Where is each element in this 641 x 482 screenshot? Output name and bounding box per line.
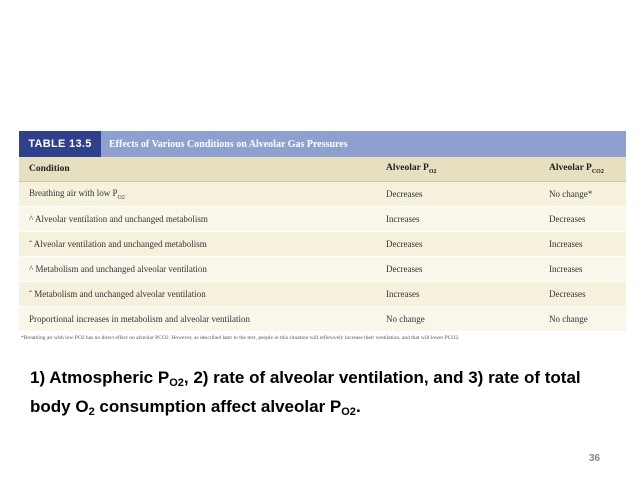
cell-condition: Proportional increases in metabolism and alveolar ventilation <box>19 307 376 332</box>
caption-sub-1: O2 <box>169 377 184 389</box>
table-row <box>19 207 626 232</box>
data-table <box>19 157 626 332</box>
page-number: 36 <box>589 453 601 464</box>
col-header-condition: Condition <box>19 157 376 182</box>
cell-condition: ˇ Alveolar ventilation and unchanged metabolism <box>19 232 376 257</box>
table-row <box>19 182 626 207</box>
col-header-po2-text: Alveolar P <box>386 163 429 174</box>
caption-sub-3: O2 <box>341 406 356 418</box>
cell-condition <box>19 182 376 207</box>
cell-po2: Increases <box>376 282 539 307</box>
table-row <box>19 282 626 307</box>
cell-pco2: Increases <box>539 257 626 282</box>
col-header-po2-sub: O2 <box>428 168 437 175</box>
cell-po2: Decreases <box>376 182 539 207</box>
caption-part-3: consumption affect alveolar P <box>94 397 342 416</box>
col-header-pco2 <box>539 157 626 182</box>
cell-po2: Decreases <box>376 257 539 282</box>
caption-part-1: 1) Atmospheric P <box>30 368 170 387</box>
col-header-pco2-text: Alveolar P <box>549 163 592 174</box>
cell-pco2: Decreases <box>539 282 626 307</box>
cell-condition: ^ Alveolar ventilation and unchanged metabolism <box>19 207 376 232</box>
caption-sub-2: 2 <box>88 406 95 418</box>
cell-condition: ˇ Metabolism and unchanged alveolar ventilation <box>19 282 376 307</box>
table-footnote: *Breathing air with low PO2 has no direct effect on alveolar PCO2. However, as described later in the text, people in this situation will reflexively increase their ventilation, and that will lower PCO2. <box>21 335 460 341</box>
table-row <box>19 307 626 332</box>
caption-part-2: , 2) rate of alveolar ventilation, and 3) rate of total body O <box>30 368 581 416</box>
cell-pco2: No change* <box>539 182 626 207</box>
table-title: Effects of Various Conditions on Alveolar Gas Pressures <box>109 138 348 150</box>
table-number: TABLE 13.5 <box>19 131 101 157</box>
cell-po2: No change <box>376 307 539 332</box>
condition-sub: O2 <box>117 194 125 201</box>
slide-caption <box>30 366 620 424</box>
caption-part-4: . <box>355 397 361 416</box>
table-header-bar <box>19 131 626 157</box>
gas-pressure-table <box>19 131 626 341</box>
cell-condition: ^ Metabolism and unchanged alveolar ventilation <box>19 257 376 282</box>
col-header-po2 <box>376 157 539 182</box>
col-header-pco2-sub: CO2 <box>591 168 604 175</box>
header-row <box>19 157 626 182</box>
table-row <box>19 257 626 282</box>
cell-pco2: Decreases <box>539 207 626 232</box>
table-row <box>19 232 626 257</box>
cell-po2: Increases <box>376 207 539 232</box>
cell-po2: Decreases <box>376 232 539 257</box>
condition-text: Breathing air with low P <box>29 187 118 198</box>
cell-pco2: No change <box>539 307 626 332</box>
cell-pco2: Increases <box>539 232 626 257</box>
